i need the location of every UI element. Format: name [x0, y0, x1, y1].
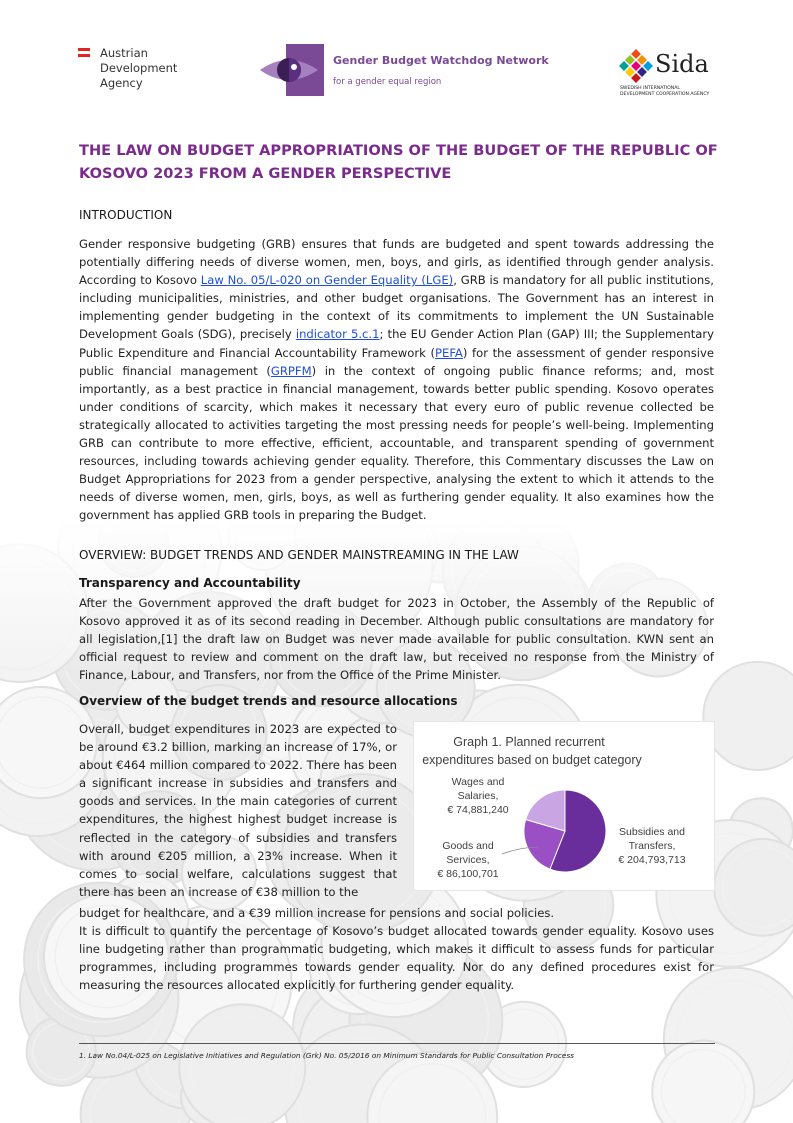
trends-paragraph-2: budget for healthcare, and a €39 million increase for pensions and social policies. It is difficult to quantify the percentage of Kosovo’s budget allocated towards gender equality. Kosovo uses line budgeting rather than programmatic budgeting, which makes it difficult to assess funds for particular programmes, including programmes towards gender equality. Nor do any defined procedures exist for measuring the resources allocated explicitly for furthering gender equality.: [79, 906, 714, 993]
pie-chart: [413, 721, 715, 891]
intro-paragraph: Gender responsive budgeting (GRB) ensures that funds are budgeted and spent towards addressing the potentially differing needs of diverse women, men, boys, and girls, as identified through gender analysis. According to Kosovo Law No. 05/L-020 on Gender Equality (LGE), GRB is mandatory for all public institutions, including municipalities, ministries, and other budget organisations. The Government has an interest in implementing gender budgeting in the context of its commitments to implement the UN Sustainable Development Goals (SDG), precisely indicator 5.c.1; the EU Gender Action Plan (GAP) III; the Supplementary Public Expenditure and Financial Accountability Framework (PEFA) for the assessment of gender responsive public financial management (GRPFM) in the context of ongoing public finance reforms; and, most importantly, as a best practice in financial management, towards better public spending. Kosovo operates under conditions of scarcity, which makes it necessary that every euro of public revenue collected be strategically allocated to activities targeting the most pressing needs for people’s well-being. Implementing GRB can contribute to more effective, efficient, accountable, and transparent spending of government resources, including towards achieving gender equality. Therefore, this Commentary discusses the Law on Budget Appropriations for 2023 from a gender perspective, analysing the extent to which it attends to the needs of diverse women, men, girls, boys, as well as furthering gender equality. It also examines how the government has applied GRB tools in preparing the Budget.: [79, 237, 715, 523]
trends-heading: Overview of the budget trends and resource allocations: [79, 694, 458, 708]
intro-heading: INTRODUCTION: [79, 208, 173, 222]
sida-wordmark: Sida: [655, 50, 709, 78]
label-subsidies-transfers-value: € 204,793,713: [618, 854, 686, 866]
trends-paragraph-1: Overall, budget expenditures in 2023 are expected to be around €3.2 billion, marking an increase of 17%, or about €464 million compared to 2022. There has been a significant increase in subsidies and transfers and goods and services. In the main categories of current expenditures, the highest highest budget increase is reflected in the category of subsidies and transfers with around €205 million, a 23% increase. When it comes to social welfare, calculations suggest that there has been an increase of €38 million to the: [79, 722, 397, 899]
link-indicator[interactable]: indicator 5.c.1: [295, 327, 380, 342]
label-subsidies-transfers-line-2: Transfers,: [628, 840, 676, 852]
label-subsidies-transfers-line-1: Subsidies and: [619, 826, 685, 838]
gbwn-title: Gender Budget Watchdog Network: [333, 54, 549, 67]
link-pefa[interactable]: PEFA: [435, 345, 463, 360]
austria-flag-icon: [78, 48, 90, 57]
link-grpfm[interactable]: GRPFM: [270, 363, 312, 378]
overview-heading: OVERVIEW: BUDGET TRENDS AND GENDER MAINSTREAMING IN THE LAW: [79, 548, 519, 562]
gbwn-tagline: for a gender equal region: [333, 77, 442, 87]
label-goods-services-value: € 86,100,701: [437, 868, 499, 880]
chart-title-line-1: Graph 1. Planned recurrent: [453, 735, 605, 749]
label-wages-salaries-line-1: Wages and: [451, 776, 505, 788]
pie-chart-svg: [414, 722, 714, 890]
label-goods-services-line-2: Services,: [446, 854, 490, 866]
label-goods-services-line-1: Goods and: [442, 840, 494, 852]
footnote-divider: [79, 1043, 715, 1044]
sida-emblem-icon: [618, 48, 654, 84]
transparency-heading: Transparency and Accountability: [79, 576, 301, 590]
chart-title-line-2: expenditures based on budget category: [422, 753, 642, 767]
document-title: THE LAW ON BUDGET APPROPRIATIONS OF THE BUDGET OF THE REPUBLIC OF KOSOVO 2023 FROM A GENDER PERSPECTIVE: [79, 142, 718, 182]
label-wages-salaries-line-2: Salaries,: [457, 790, 499, 802]
ada-name: Austrian Development Agency: [100, 46, 178, 90]
label-wages-salaries-value: € 74,881,240: [447, 804, 509, 816]
link-law-gender-equality[interactable]: Law No. 05/L-020 on Gender Equality (LGE): [200, 273, 454, 288]
sida-subtitle: SWEDISH INTERNATIONAL DEVELOPMENT COOPERATION AGENCY: [620, 86, 710, 97]
footnote: 1. Law No.04/L-025 on Legislative Initiatives and Regulation (Grk) No. 05/2016 on Minimum Standards for Public Consultation Process: [79, 1051, 575, 1060]
eye-icon: [258, 44, 324, 96]
transparency-paragraph: After the Government approved the draft budget for 2023 in October, the Assembly of the Republic of Kosovo approved it as of its second reading in December. Although public consultations are mandatory for all legislation,[1] the draft law on Budget was never made available for public consultation. KWN sent an official request to review and comment on the draft law, but received no response from the Ministry of Finance, Labour, and Transfers, nor from the Office of the Prime Minister.: [79, 596, 714, 683]
